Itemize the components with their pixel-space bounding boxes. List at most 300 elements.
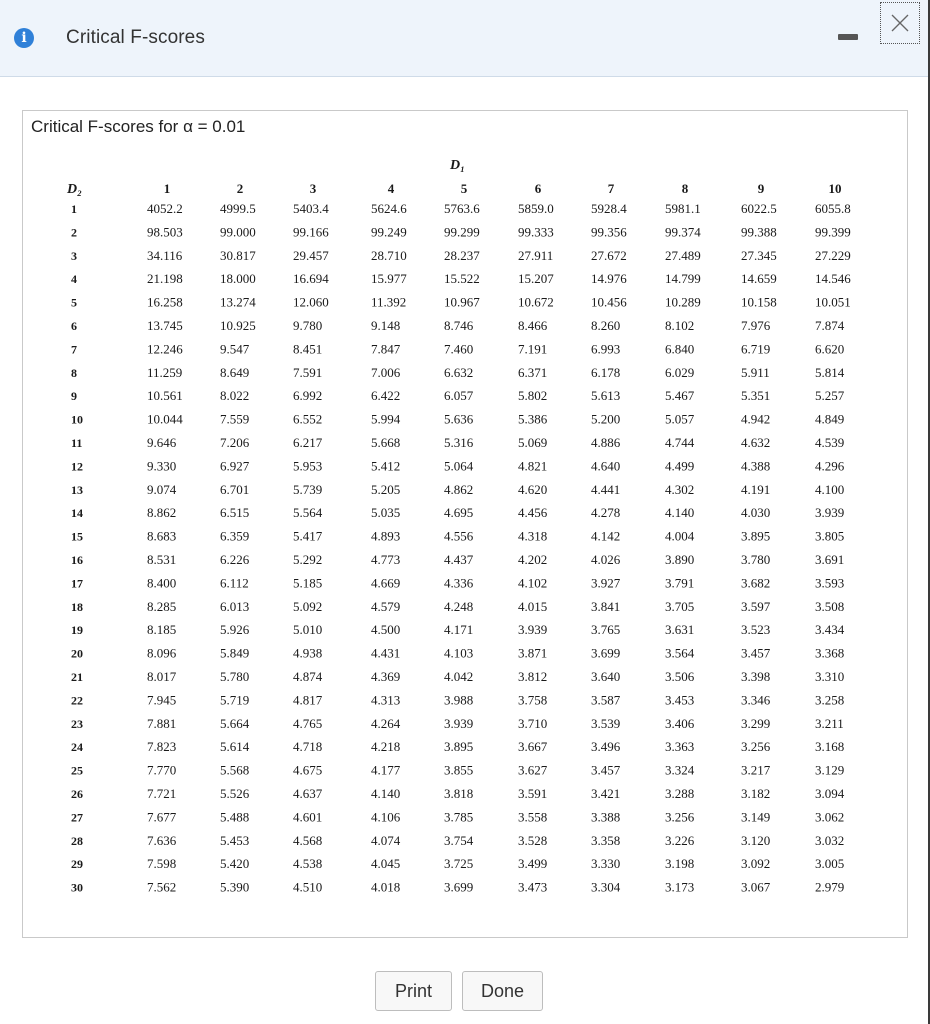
- table-cell: 4.500: [371, 622, 401, 638]
- table-cell: 5.614: [220, 739, 250, 755]
- table-cell: 3.358: [591, 832, 621, 848]
- table-cell: 3.754: [444, 832, 474, 848]
- table-cell: 4.821: [518, 458, 548, 474]
- row-label-d2: 28: [71, 833, 83, 848]
- table-cell: 8.451: [293, 341, 323, 357]
- table-cell: 4.042: [444, 669, 474, 684]
- table-cell: 10.561: [147, 388, 183, 404]
- table-cell: 3.939: [815, 505, 845, 521]
- table-cell: 5.185: [293, 575, 323, 591]
- table-cell: 3.506: [665, 669, 695, 684]
- table-cell: 99.399: [815, 224, 851, 240]
- row-label-d2: 22: [71, 693, 83, 708]
- table-cell: 6.719: [741, 341, 771, 357]
- table-cell: 5859.0: [518, 201, 554, 216]
- row-label-d2: 24: [71, 740, 83, 755]
- table-cell: 6.217: [293, 435, 323, 450]
- column-header: 9: [757, 181, 765, 196]
- column-header: 10: [828, 181, 842, 196]
- table-cell: 3.591: [518, 786, 548, 801]
- table-cell: 12.060: [293, 294, 329, 310]
- table-cell: 6.515: [220, 505, 250, 521]
- table-cell: 6.013: [220, 598, 250, 614]
- table-cell: 4.318: [518, 528, 548, 544]
- table-cell: 5.292: [293, 552, 323, 567]
- table-cell: 10.044: [147, 411, 183, 427]
- table-cell: 4.004: [665, 528, 695, 544]
- table-cell: 8.102: [665, 318, 695, 333]
- table-cell: 3.765: [591, 622, 621, 638]
- table-cell: 5.092: [293, 598, 323, 614]
- table-cell: 3.705: [665, 598, 695, 614]
- table-cell: 13.745: [147, 318, 183, 333]
- table-cell: 7.206: [220, 435, 250, 450]
- d1-label: D₁: [450, 158, 465, 173]
- table-cell: 3.523: [741, 622, 771, 638]
- table-cell: 4.015: [518, 598, 548, 614]
- table-cell: 4.640: [591, 458, 621, 474]
- table-cell: 4.045: [371, 856, 401, 872]
- table-cell: 3.217: [741, 762, 771, 778]
- table-cell: 4.632: [741, 435, 771, 450]
- table-cell: 3.539: [591, 715, 621, 731]
- table-cell: 99.299: [444, 224, 480, 240]
- table-cell: 14.976: [591, 271, 627, 287]
- table-cell: 5928.4: [591, 201, 627, 216]
- table-cell: 4.718: [293, 739, 323, 755]
- table-cell: 4.140: [371, 786, 401, 801]
- table-cell: 3.699: [444, 879, 474, 895]
- table-cell: 6.552: [293, 411, 323, 427]
- table-cell: 3.388: [591, 809, 621, 825]
- table-cell: 98.503: [147, 224, 183, 240]
- table-cell: 3.421: [591, 786, 621, 801]
- table-cell: 99.333: [518, 224, 554, 240]
- close-icon: [881, 3, 919, 43]
- table-cell: 27.345: [741, 247, 777, 263]
- table-cell: 3.330: [591, 856, 621, 872]
- table-cell: 8.466: [518, 318, 548, 333]
- table-cell: 5.664: [220, 715, 250, 731]
- table-cell: 4.744: [665, 435, 695, 450]
- table-cell: 7.191: [518, 341, 548, 357]
- table-cell: 3.805: [815, 528, 845, 544]
- table-cell: 4.191: [741, 481, 771, 497]
- column-header: 4: [387, 181, 395, 196]
- table-cell: 3.363: [665, 739, 695, 755]
- table-cell: 4.026: [591, 552, 621, 567]
- table-cell: 4.568: [293, 832, 323, 848]
- table-cell: 3.149: [741, 809, 771, 825]
- table-cell: 6.993: [591, 341, 621, 357]
- table-cell: 5.205: [371, 481, 401, 497]
- row-label-d2: 26: [71, 787, 83, 801]
- table-cell: 3.496: [591, 739, 621, 755]
- table-cell: 15.207: [518, 271, 554, 287]
- table-cell: 3.168: [815, 739, 845, 755]
- table-cell: 10.158: [741, 294, 777, 310]
- table-cell: 3.927: [591, 575, 621, 591]
- table-cell: 15.522: [444, 271, 480, 287]
- table-cell: 10.289: [665, 294, 701, 310]
- column-header: 2: [236, 181, 244, 196]
- close-button[interactable]: [880, 2, 920, 44]
- table-cell: 3.939: [444, 715, 474, 731]
- table-cell: 28.710: [371, 247, 407, 263]
- table-cell: 3.855: [444, 762, 474, 778]
- row-label-d2: 3: [71, 248, 77, 263]
- table-cell: 3.067: [741, 879, 771, 895]
- table-cell: 5.802: [518, 388, 548, 404]
- table-cell: 4.849: [815, 411, 845, 427]
- table-cell: 3.791: [665, 575, 695, 591]
- table-cell: 5.035: [371, 505, 401, 521]
- table-cell: 5.739: [293, 481, 323, 497]
- table-cell: 4.675: [293, 762, 323, 778]
- table-cell: 9.148: [371, 318, 401, 333]
- row-label-d2: 12: [71, 459, 83, 474]
- table-cell: 8.017: [147, 669, 177, 684]
- table-cell: 5.257: [815, 388, 845, 404]
- table-cell: 3.473: [518, 879, 548, 895]
- table-cell: 7.562: [147, 879, 177, 895]
- table-cell: 5763.6: [444, 201, 480, 216]
- table-cell: 4052.2: [147, 201, 183, 216]
- table-cell: 5.420: [220, 856, 250, 872]
- table-cell: 4.441: [591, 481, 621, 497]
- table-cell: 4.499: [665, 458, 695, 474]
- row-label-d2: 8: [71, 365, 77, 380]
- table-cell: 6022.5: [741, 201, 777, 216]
- table-cell: 3.453: [665, 692, 695, 708]
- table-cell: 29.457: [293, 247, 329, 263]
- table-cell: 13.274: [220, 294, 256, 310]
- table-cell: 7.823: [147, 739, 177, 755]
- table-cell: 6.632: [444, 364, 474, 380]
- table-cell: 3.092: [741, 856, 771, 872]
- table-cell: 7.976: [741, 318, 771, 333]
- table-cell: 5.613: [591, 388, 621, 404]
- table-cell: 11.259: [147, 364, 183, 380]
- row-label-d2: 11: [71, 436, 83, 450]
- table-cell: 15.977: [371, 271, 407, 287]
- table-cell: 27.489: [665, 247, 701, 263]
- table-cell: 99.356: [591, 224, 627, 240]
- table-cell: 4.171: [444, 622, 474, 638]
- table-cell: 3.406: [665, 715, 695, 731]
- table-cell: 4.874: [293, 669, 323, 684]
- table-cell: 4.637: [293, 786, 323, 801]
- table-cell: 8.185: [147, 622, 177, 638]
- table-cell: 5.526: [220, 786, 250, 801]
- row-label-d2: 14: [71, 506, 83, 521]
- table-cell: 4.669: [371, 575, 401, 591]
- row-label-d2: 20: [71, 646, 83, 661]
- table-cell: 10.051: [815, 294, 851, 310]
- table-cell: 4.313: [371, 692, 401, 708]
- row-label-d2: 17: [71, 576, 83, 591]
- minimize-icon[interactable]: [838, 34, 858, 40]
- table-cell: 9.330: [147, 458, 177, 474]
- d2-label: D₂: [67, 182, 82, 197]
- table-cell: 3.032: [815, 832, 845, 848]
- table-cell: 6.112: [220, 575, 249, 591]
- table-cell: 16.258: [147, 294, 183, 310]
- table-cell: 3.558: [518, 809, 548, 825]
- table-cell: 3.699: [591, 645, 621, 661]
- table-cell: 5.390: [220, 879, 250, 895]
- table-cell: 3.398: [741, 669, 771, 684]
- table-cell: 4.218: [371, 739, 401, 755]
- table-cell: 3.256: [741, 739, 771, 755]
- row-label-d2: 29: [71, 857, 83, 872]
- table-cell: 4.030: [741, 505, 771, 521]
- table-cell: 9.646: [147, 435, 177, 450]
- table-cell: 9.074: [147, 481, 177, 497]
- row-label-d2: 1: [71, 202, 77, 216]
- table-cell: 4.695: [444, 505, 474, 521]
- table-cell: 8.531: [147, 552, 177, 567]
- table-cell: 27.911: [518, 247, 554, 263]
- table-cell: 6.701: [220, 481, 250, 497]
- row-label-d2: 30: [71, 880, 83, 895]
- table-cell: 3.434: [815, 622, 845, 638]
- table-cell: 4.336: [444, 575, 474, 591]
- table-cell: 99.166: [293, 224, 329, 240]
- table-cell: 5.488: [220, 809, 250, 825]
- table-cell: 28.237: [444, 247, 480, 263]
- table-cell: 3.818: [444, 786, 474, 801]
- table-cell: 5981.1: [665, 201, 701, 216]
- table-cell: 3.725: [444, 856, 474, 872]
- table-cell: 3.129: [815, 762, 845, 778]
- table-cell: 7.591: [293, 364, 323, 380]
- table-cell: 4.302: [665, 481, 695, 497]
- table-cell: 7.721: [147, 786, 177, 801]
- table-cell: 3.258: [815, 692, 845, 708]
- table-cell: 4.100: [815, 481, 845, 497]
- table-cell: 7.598: [147, 856, 177, 872]
- print-button[interactable]: Print: [375, 971, 452, 1011]
- table-cell: 3.457: [741, 645, 771, 661]
- table-cell: 3.256: [665, 809, 695, 825]
- table-cell: 6.371: [518, 364, 548, 380]
- table-cell: 6.057: [444, 388, 474, 404]
- table-cell: 6.029: [665, 364, 695, 380]
- table-cell: 5.316: [444, 435, 474, 450]
- table-cell: 30.817: [220, 247, 256, 263]
- row-label-d2: 13: [71, 482, 83, 497]
- table-cell: 4.102: [518, 575, 548, 591]
- row-label-d2: 25: [71, 763, 83, 778]
- table-cell: 5.911: [741, 364, 770, 380]
- table-cell: 3.182: [741, 786, 771, 801]
- table-cell: 4.539: [815, 435, 845, 450]
- table-cell: 5.351: [741, 388, 771, 404]
- table-cell: 6.840: [665, 341, 695, 357]
- table-cell: 3.682: [741, 575, 771, 591]
- table-cell: 21.198: [147, 271, 183, 287]
- table-cell: 5.453: [220, 832, 250, 848]
- table-cell: 5.568: [220, 762, 250, 778]
- table-cell: 3.593: [815, 575, 845, 591]
- table-cell: 3.939: [518, 622, 548, 638]
- table-cell: 3.211: [815, 715, 844, 731]
- table-cell: 27.229: [815, 247, 851, 263]
- table-cell: 4.817: [293, 692, 323, 708]
- column-header: 6: [534, 181, 542, 196]
- table-cell: 6.927: [220, 458, 250, 474]
- row-label-d2: 10: [71, 412, 83, 427]
- table-panel: [22, 110, 908, 938]
- table-cell: 4.437: [444, 552, 474, 567]
- table-cell: 7.770: [147, 762, 177, 778]
- table-cell: 9.780: [293, 318, 323, 333]
- done-button[interactable]: Done: [462, 971, 543, 1011]
- table-cell: 4.942: [741, 411, 771, 427]
- table-cell: 10.925: [220, 318, 256, 333]
- column-header: 1: [163, 181, 171, 196]
- table-cell: 5.069: [518, 435, 548, 450]
- table-cell: 7.847: [371, 341, 401, 357]
- table-cell: 8.746: [444, 318, 474, 333]
- table-cell: 6.359: [220, 528, 250, 544]
- table-cell: 10.456: [591, 294, 627, 310]
- table-cell: 4.103: [444, 645, 474, 661]
- table-cell: 3.631: [665, 622, 695, 638]
- table-cell: 14.799: [665, 271, 701, 287]
- column-header: 5: [460, 181, 468, 196]
- table-cell: 3.640: [591, 669, 621, 684]
- row-label-d2: 5: [71, 295, 77, 310]
- table-cell: 4.862: [444, 481, 474, 497]
- table-cell: 6.226: [220, 552, 250, 567]
- table-cell: 9.547: [220, 341, 250, 357]
- table-cell: 4.202: [518, 552, 548, 567]
- table-cell: 3.346: [741, 692, 771, 708]
- table-cell: 4.296: [815, 458, 845, 474]
- table-cell: 7.677: [147, 809, 177, 825]
- row-label-d2: 4: [71, 272, 77, 287]
- table-cell: 8.649: [220, 364, 250, 380]
- table-cell: 3.597: [741, 598, 771, 614]
- table-cell: 6.178: [591, 364, 621, 380]
- dialog-header: [0, 0, 928, 77]
- table-cell: 6.620: [815, 341, 845, 357]
- table-cell: 5.564: [293, 505, 323, 521]
- table-cell: 3.226: [665, 832, 695, 848]
- table-cell: 99.374: [665, 224, 701, 240]
- table-cell: 8.862: [147, 505, 177, 521]
- row-label-d2: 2: [71, 225, 77, 240]
- table-cell: 14.546: [815, 271, 851, 287]
- table-cell: 3.841: [591, 598, 621, 614]
- table-cell: 3.304: [591, 879, 621, 895]
- table-cell: 3.173: [665, 879, 695, 895]
- table-cell: 3.871: [518, 645, 548, 661]
- table-cell: 8.096: [147, 645, 177, 661]
- table-cell: 3.499: [518, 856, 548, 872]
- table-cell: 8.400: [147, 575, 177, 591]
- table-cell: 11.392: [371, 294, 407, 310]
- row-label-d2: 19: [71, 623, 83, 638]
- table-cell: 5.814: [815, 364, 845, 380]
- table-cell: 5.467: [665, 388, 695, 404]
- table-cell: 3.299: [741, 715, 771, 731]
- table-cell: 99.388: [741, 224, 777, 240]
- table-cell: 10.672: [518, 294, 554, 310]
- table-cell: 4.140: [665, 505, 695, 521]
- table-cell: 4.510: [293, 879, 323, 895]
- table-cell: 3.094: [815, 786, 845, 801]
- table-cell: 4.538: [293, 856, 323, 872]
- table-cell: 4.106: [371, 809, 401, 825]
- table-cell: 4.248: [444, 598, 474, 614]
- row-label-d2: 15: [71, 529, 83, 544]
- table-cell: 4.278: [591, 505, 621, 521]
- table-cell: 5.057: [665, 411, 695, 427]
- table-cell: 4.620: [518, 481, 548, 497]
- table-cell: 3.667: [518, 739, 548, 755]
- table-cell: 3.288: [665, 786, 695, 801]
- table-cell: 7.945: [147, 692, 177, 708]
- table-cell: 3.780: [741, 552, 771, 567]
- table-cell: 10.967: [444, 294, 480, 310]
- table-cell: 16.694: [293, 271, 329, 287]
- table-cell: 5.417: [293, 528, 323, 544]
- table-cell: 3.324: [665, 762, 695, 778]
- table-cell: 5.010: [293, 622, 323, 638]
- column-header: 3: [309, 181, 317, 196]
- table-cell: 8.260: [591, 318, 621, 333]
- table-cell: 6055.8: [815, 201, 851, 216]
- table-cell: 3.895: [444, 739, 474, 755]
- column-header: 7: [607, 181, 615, 196]
- table-cell: 4.264: [371, 715, 401, 731]
- table-cell: 7.559: [220, 411, 250, 427]
- table-cell: 3.120: [741, 832, 771, 848]
- table-cell: 7.460: [444, 341, 474, 357]
- table-cell: 4.886: [591, 435, 621, 450]
- table-cell: 4.369: [371, 669, 401, 684]
- table-cell: 3.785: [444, 809, 474, 825]
- table-cell: 7.636: [147, 832, 177, 848]
- table-cell: 3.890: [665, 552, 695, 567]
- table-cell: 4.018: [371, 879, 401, 895]
- table-cell: 3.368: [815, 645, 845, 661]
- row-label-d2: 9: [71, 389, 77, 404]
- table-cell: 3.508: [815, 598, 845, 614]
- table-cell: 3.812: [518, 669, 548, 684]
- table-cell: 5.926: [220, 622, 250, 638]
- table-cell: 5.849: [220, 645, 250, 661]
- table-cell: 3.758: [518, 692, 548, 708]
- table-cell: 8.022: [220, 388, 250, 404]
- table-cell: 99.000: [220, 224, 256, 240]
- table-cell: 5.719: [220, 692, 250, 708]
- row-label-d2: 6: [71, 319, 77, 333]
- table-cell: 3.895: [741, 528, 771, 544]
- table-cell: 99.249: [371, 224, 407, 240]
- table-cell: 3.587: [591, 692, 621, 708]
- table-cell: 3.528: [518, 832, 548, 848]
- table-cell: 4.579: [371, 598, 401, 614]
- table-cell: 4.938: [293, 645, 323, 661]
- table-cell: 4.388: [741, 458, 771, 474]
- table-cell: 4.765: [293, 715, 323, 731]
- table-cell: 3.310: [815, 669, 845, 684]
- table-cell: 6.422: [371, 388, 401, 404]
